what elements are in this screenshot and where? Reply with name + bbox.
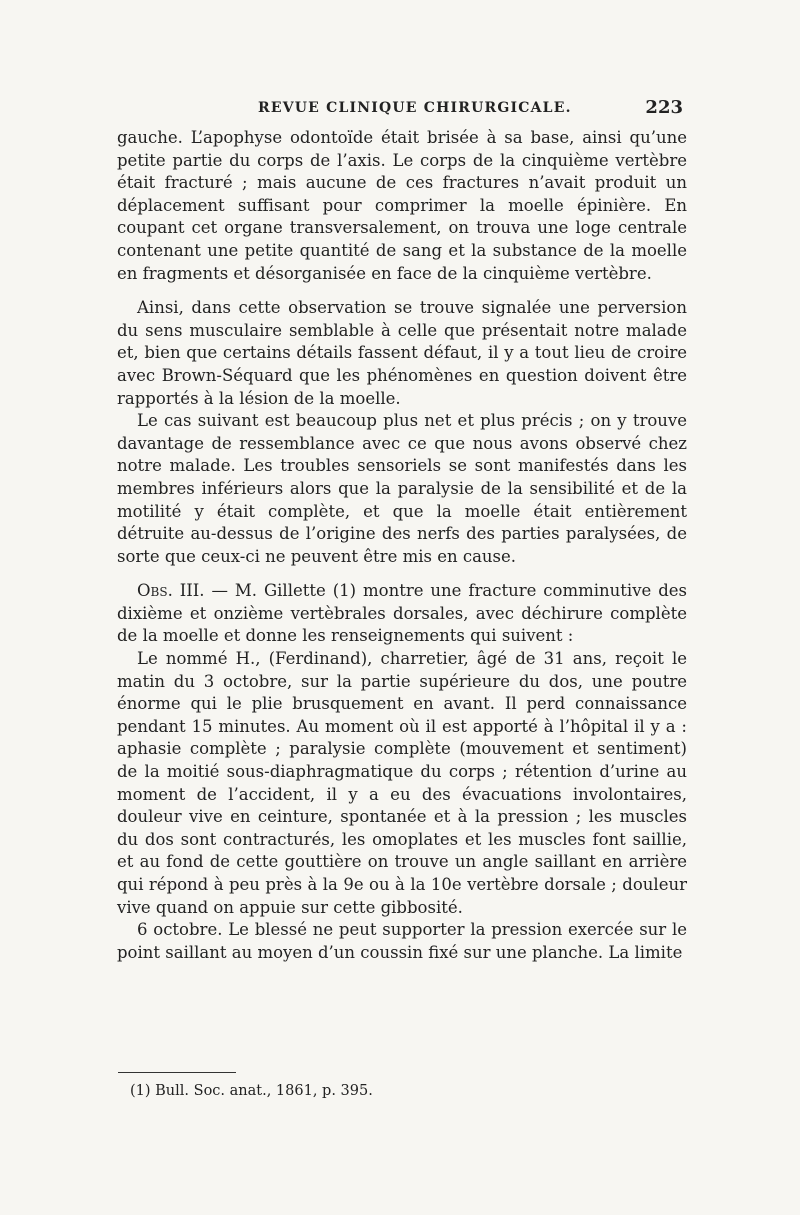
paragraph-october-6: 6 octobre. Le blessé ne peut supporter la pression exercée sur le point saillant au moyen d’un coussin fixé sur une planche. La limite <box>117 920 687 962</box>
paragraph-next-case: Le cas suivant est beaucoup plus net et plus précis ; on y trouve davantage de ressemblance avec ce que nous avons observé chez notre malade. Les troubles sensoriels se sont manifestés dans les membres inférieurs alors que la paralysie de la sensibilité et de la motilité y était complète, et que la moelle était entièrement détruite au-dessus de l’origine des nerfs des parties paralysées, de sorte que ceux-ci ne peuvent être mis en cause. <box>117 411 687 566</box>
paragraph-brown-sequard: Ainsi, dans cette observation se trouve signalée une perversion du sens musculaire semblable à celle que présentait notre malade et, bien que certains détails fassent défaut, il y a tout lieu de croire avec Brown-Séquard que les phénomènes en question doivent être rapportés à la lésion de la moelle. <box>117 298 687 408</box>
body-text <box>117 127 687 964</box>
running-head <box>118 97 683 124</box>
paragraph-continuation: gauche. L’apophyse odontoïde était brisée à sa base, ainsi qu’une petite partie du corps de l’axis. Le corps de la cinquième vertèbre était fracturé ; mais aucune de ces fractures n’avait produit un déplacement suffisant pour comprimer la moelle épinière. En coupant cet organe transversalement, on trouva une loge centrale contenant une petite quantité de sang et la substance de la moelle en fragments et désorganisée en face de la cinquième vertèbre. <box>117 128 687 283</box>
observation-intro: — M. Gillette (1) montre une fracture comminutive des dixième et onzième vertèbrales dorsales, avec déchirure complète de la moelle et donne les renseignements qui suivent : <box>117 581 687 646</box>
footnote-divider <box>118 1072 236 1073</box>
page-number: 223 <box>645 97 683 118</box>
running-title: REVUE CLINIQUE CHIRURGICALE. <box>258 100 572 116</box>
footnote: (1) Bull. Soc. anat., 1861, p. 395. <box>130 1083 373 1099</box>
observation-label: Obs. III. <box>137 581 205 601</box>
observation-heading-paragraph <box>117 580 687 648</box>
paragraph-case-history: Le nommé H., (Ferdinand), charretier, âgé de 31 ans, reçoit le matin du 3 octobre, sur la partie supérieure du dos, une poutre énorme qui le plie brusquement en avant. Il perd connaissance pendant 15 minutes. Au moment où il est apporté à l’hôpital il y a : aphasie complète ; paralysie complète (mouvement et sentiment) de la moitié sous-diaphragmatique du corps ; rétention d’urine au moment de l’accident, il y a eu des évacuations involontaires, douleur vive en ceinture, spontanée et à la pression ; les muscles du dos sont contracturés, les omoplates et les muscles font saillie, et au fond de cette gouttière on trouve un angle saillant en arrière qui répond à peu près à la 9e ou à la 10e vertèbre dorsale ; douleur vive quand on appuie sur cette gibbosité. <box>117 649 687 917</box>
